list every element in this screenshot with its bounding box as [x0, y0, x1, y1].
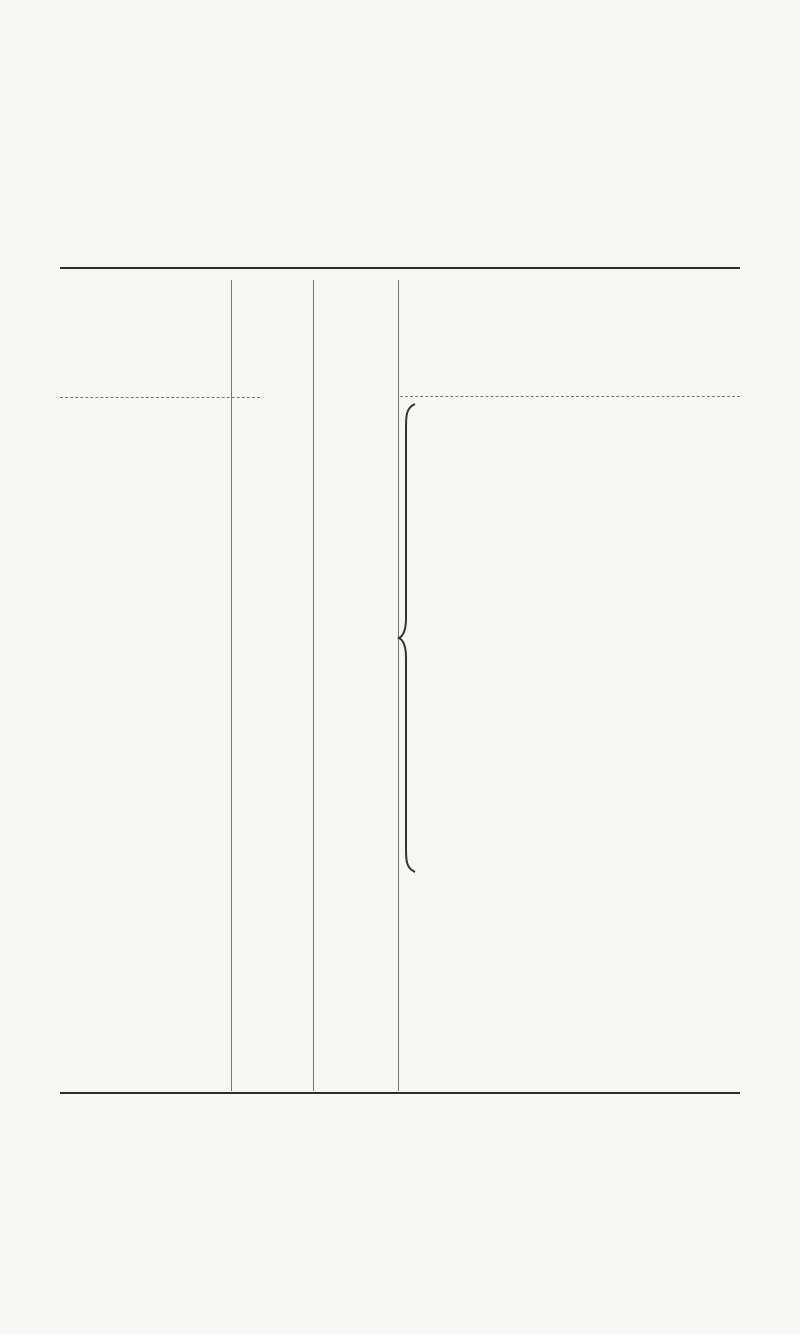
table-top-rule	[60, 267, 740, 269]
column-divider-1	[231, 280, 232, 1091]
table-bottom-rule	[60, 1092, 740, 1094]
header-rule-right	[400, 396, 740, 397]
column-divider-2	[313, 280, 314, 1091]
milk-remarks-brace	[397, 398, 421, 878]
header-rule-left	[60, 397, 260, 398]
